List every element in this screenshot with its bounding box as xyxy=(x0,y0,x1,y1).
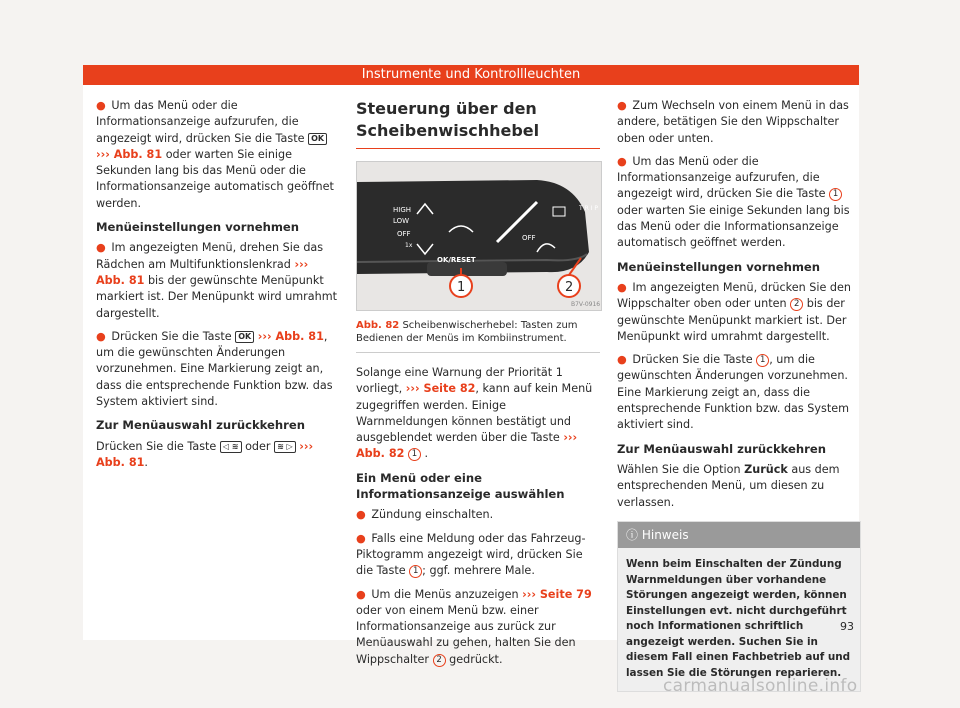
wiper-lever-illustration xyxy=(357,162,601,310)
callout-badge: 1 xyxy=(829,188,842,201)
callout-1: 1 xyxy=(457,280,466,295)
back-key-icon: ◁ ≋ xyxy=(220,441,242,453)
list-item: ● Im angezeigten Menü, drücken Sie den Wippschalter oben oder unten 2 bis der gewünschte Menüpunkt markiert ist. Der Menüpunkt wird umrahmt dargestellt. xyxy=(617,280,851,343)
figure-caption: Abb. 82 Scheibenwischerhebel: Tasten zum Bedienen der Menüs im Kombiinstrument. xyxy=(356,319,600,353)
page-ref-link[interactable]: ››› Seite 79 xyxy=(522,587,592,601)
callout-2: 2 xyxy=(565,280,574,295)
label-1x: 1x xyxy=(405,242,413,249)
subheading: Menüeinstellungen vornehmen xyxy=(96,220,300,235)
bullet-icon: ● xyxy=(96,329,106,343)
figure-ref-link[interactable]: ››› Abb. 81 xyxy=(96,147,163,161)
callout-badge: 2 xyxy=(790,298,803,311)
forward-key-icon: ≋ ▷ xyxy=(274,441,296,453)
section-header: Instrumente und Kontrollleuchten xyxy=(83,65,859,85)
callout-badge: 2 xyxy=(433,654,446,667)
list-item: ● Drücken Sie die Taste 1 , um die gewünschten Änderungen vorzunehmen. Eine Markierung zeigt an, dass die entsprechende Funktion bzw. das System aktiviert sind. xyxy=(617,353,850,432)
paragraph: Solange eine Warnung der Priorität 1 vorliegt, ››› Seite 82, kann auf kein Menü zugegriffen werden. Einige Warnmeldungen können bestätigt und ausgeblendet werden über die Taste ››› Abb. 82 1 . xyxy=(356,366,593,461)
paragraph: ● Im angezeigten Menü, drehen Sie das Rädchen am Multifunktionslenkrad ››› Abb. 81 bis der gewünschte Menüpunkt markiert ist. Der Menüpunkt wird umrahmt dargestellt. xyxy=(96,241,338,320)
paragraph: ● Um das Menü oder die Informationsanzeige aufzurufen, die angezeigt wird, drücken Sie die Taste OK ››› Abb. 81 oder warten Sie einige Sekunden lang bis das Menü oder die Informationsanzeige automatisch geöffnet werden. xyxy=(96,99,334,210)
figure-ref-link[interactable]: ››› Abb. 82 xyxy=(356,431,578,461)
hint-header: ⓘ Hinweis xyxy=(618,522,860,548)
subheading: Zur Menüauswahl zurückkehren xyxy=(96,418,306,433)
hint-body: Wenn beim Einschalten der Zündung Warnmeldungen über vorhandene Störungen angezeigt werden, können Einstellungen evt. nicht durchgeführt noch Informationen schriftlich angezeigt werden. Suchen Sie in diesem Fall einen Fachbetrieb auf und lassen Sie die Störungen reparieren. xyxy=(618,548,860,691)
bullet-icon: ● xyxy=(617,353,627,367)
subheading: Ein Menü oder eine Informationsanzeige auswählen xyxy=(356,470,565,502)
subheading: Menüeinstellungen vornehmen xyxy=(617,259,821,274)
ok-key-icon: OK xyxy=(235,331,254,343)
bullet-icon: ● xyxy=(96,241,106,255)
column-left xyxy=(96,98,340,478)
bullet-icon: ● xyxy=(356,587,366,601)
label-off: OFF xyxy=(397,230,411,238)
column-right xyxy=(617,98,861,692)
figure-ref-link[interactable]: ››› Abb. 81 xyxy=(257,329,324,343)
list-item: ● Um das Menü oder die Informationsanzeige aufzurufen, die angezeigt wird, drücken Sie die Taste 1 oder warten Sie einige Sekunden lang bis das Menü oder die Informationsanzeige automatisch geöffnet werden. xyxy=(617,154,850,250)
callout-badge: 1 xyxy=(756,354,769,367)
watermark: carmanualsonline.info xyxy=(663,676,858,696)
wiper-lever-figure xyxy=(356,161,602,311)
ok-key-icon: OK xyxy=(308,133,327,145)
list-item: ● Zum Wechseln von einem Menü in das andere, betätigen Sie den Wippschalter oben oder unten. xyxy=(617,99,849,145)
hint-box xyxy=(617,521,861,692)
figure-code: B7V-0916 xyxy=(571,301,601,308)
list-item: ● Um die Menüs anzuzeigen ››› Seite 79 oder von einem Menü bzw. einer Informationsanzeige aus zurück zur Menüauswahl zu gehen, halten Sie den Wippschalter 2 gedrückt. xyxy=(356,587,592,666)
label-high: HIGH xyxy=(393,206,412,214)
info-icon: ⓘ xyxy=(626,527,639,542)
section-heading: Steuerung über den Scheibenwischhebel xyxy=(356,98,600,149)
label-ok-reset: OK/RESET xyxy=(437,256,476,264)
bullet-icon: ● xyxy=(617,154,627,168)
callout-badge: 1 xyxy=(409,565,422,578)
bullet-icon: ● xyxy=(617,99,627,112)
page-number: 93 xyxy=(840,620,854,633)
label-low: LOW xyxy=(393,217,410,225)
column-middle xyxy=(356,98,600,675)
page-ref-link[interactable]: ››› Seite 82 xyxy=(405,382,476,396)
figure-ref-link[interactable]: ››› Abb. 81 xyxy=(96,439,314,469)
bullet-icon: ● xyxy=(356,531,366,545)
bullet-icon: ● xyxy=(617,280,627,294)
list-item: ● Zündung einschalten. xyxy=(356,508,494,522)
figure-ref-link[interactable]: ››› Abb. 81 xyxy=(96,257,309,287)
label-trip: T R I P xyxy=(579,205,598,212)
subheading: Zur Menüauswahl zurückkehren xyxy=(617,441,827,456)
list-item: ● Falls eine Meldung oder das Fahrzeug-Piktogramm angezeigt wird, drücken Sie die Taste 1 ; ggf. mehrere Male. xyxy=(356,531,586,578)
bullet-icon: ● xyxy=(96,99,106,112)
bullet-icon: ● xyxy=(356,508,366,522)
callout-badge: 1 xyxy=(408,448,421,461)
paragraph: Wählen Sie die Option Zurück aus dem entsprechenden Menü, um diesen zu verlassen. xyxy=(617,462,840,509)
paragraph: ● Drücken Sie die Taste OK ››› Abb. 81, um die gewünschten Änderungen vorzunehmen. Eine Markierung zeigt an, dass die entsprechende Funktion bzw. das System aktiviert sind. xyxy=(96,329,333,409)
paragraph: Drücken Sie die Taste ◁ ≋ oder ≋ ▷ ››› Abb. 81. xyxy=(96,439,314,469)
label-off-2: OFF xyxy=(522,234,536,242)
